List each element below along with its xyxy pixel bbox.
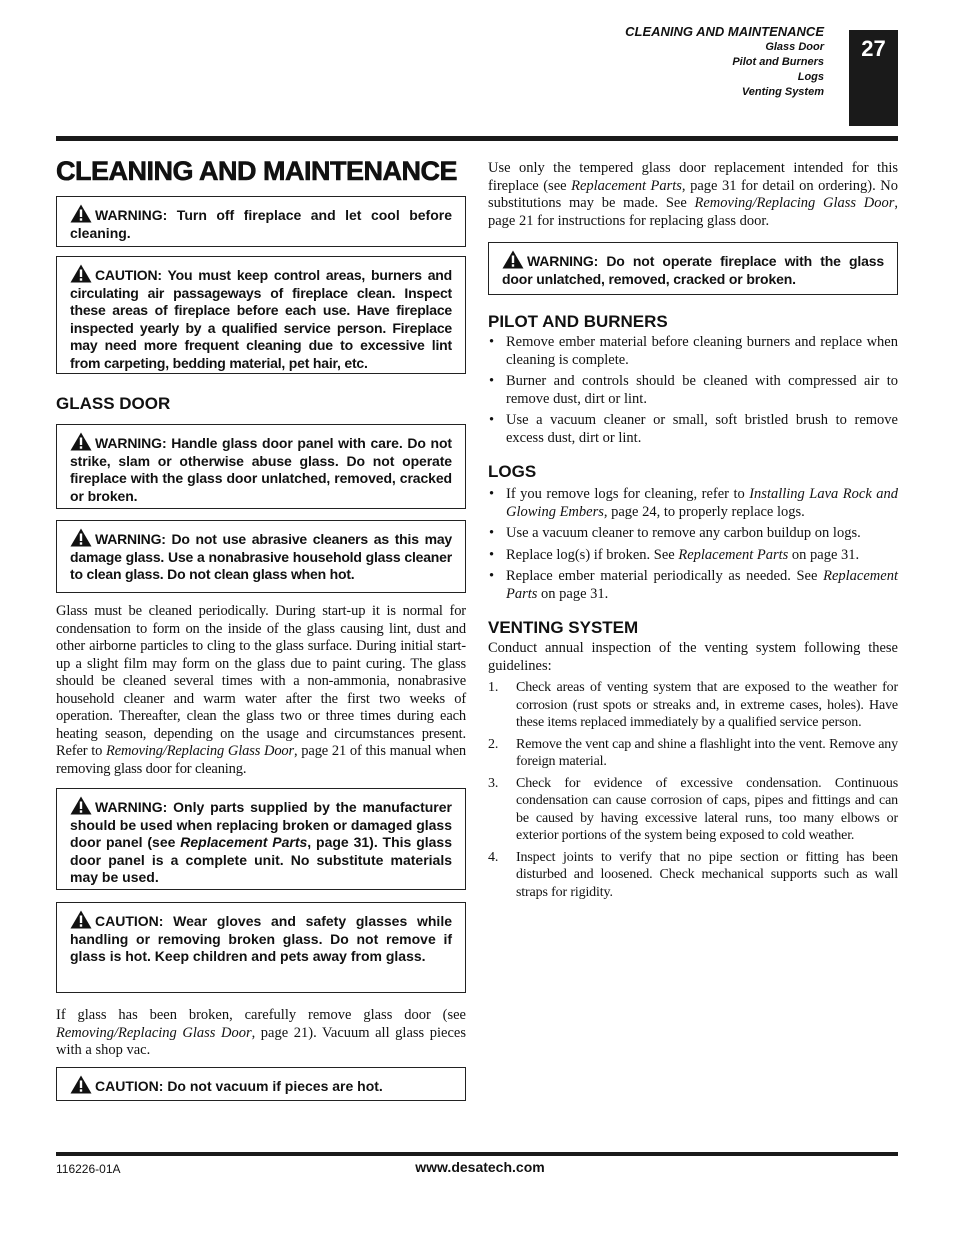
warning-parts-text: WARNING: Only parts supplied by the manufacturer should be used when replacing broken or damaged glass door panel (see Replacement Parts, page 31). This glass door panel is a complete unit. No substitute materials may be used.: [70, 799, 452, 885]
warning-triangle-icon: [70, 1075, 92, 1094]
page-number: 27: [849, 30, 898, 126]
glass-door-heading: GLASS DOOR: [56, 394, 171, 413]
warning-operate-text: WARNING: Do not operate fireplace with the glass door unlatched, removed, cracked or broken.: [502, 253, 884, 287]
caution-gloves-text: CAUTION: Wear gloves and safety glasses while handling or removing broken glass. Do not remove if glass is hot. Keep children and pets away from glass.: [70, 913, 452, 964]
page-title: CLEANING AND MAINTENANCE: [56, 156, 457, 186]
running-header: [625, 24, 824, 100]
caution-clean-text: CAUTION: You must keep control areas, burners and circulating air passageways of fireplace clean. Inspect these areas of fireplace before each use. Have fireplace inspected yearly by a qualified service person. Fireplace may need more frequent cleaning due to excessive lint from carpeting, bedding material, pet hair, etc.: [70, 267, 452, 371]
warning-triangle-icon: [70, 264, 92, 283]
warning-triangle-icon: [70, 910, 92, 929]
left-column: [56, 150, 466, 1101]
pilot-burners-heading: PILOT AND BURNERS: [488, 312, 668, 331]
list-item: 1. Check areas of venting system that are exposed to the weather for corrosion (rust spots or streaks and, in extreme cases, holes). Have these items replaced immediately by a qualified service person.: [488, 680, 898, 730]
broken-glass-paragraph: If glass has been broken, carefully remove glass door (see Removing/Replacing Glass Door, page 21). Vacuum all glass pieces with a shop vac.: [56, 1007, 466, 1058]
warning-box-handle: [56, 424, 466, 509]
warning-triangle-icon: [70, 528, 92, 547]
list-item: • Use a vacuum cleaner to remove any carbon buildup on logs.: [489, 525, 861, 541]
warning-triangle-icon: [502, 250, 524, 269]
venting-intro: Conduct annual inspection of the venting system following these guidelines:: [488, 640, 898, 674]
ref-replacement-parts: Replacement Parts: [180, 834, 308, 850]
ref-replacement-parts-4: Replacement Parts: [506, 568, 898, 602]
list-item: • Remove ember material before cleaning burners and replace when cleaning is complete.: [489, 334, 898, 368]
list-item: 3. Check for evidence of excessive condensation. Continuous condensation can cause corrosion of caps, pipes and fittings and can be caused by having excessive lateral runs, too many elbows or exterior portions of the system being exposed to cold weather.: [488, 775, 898, 843]
venting-list: [488, 679, 898, 901]
ref-replacement-parts-2: Replacement Parts: [571, 177, 682, 194]
header-subsection-pilot: Pilot and Burners: [732, 56, 824, 68]
warning-triangle-icon: [70, 796, 92, 815]
caution-vacuum-text: CAUTION: Do not vacuum if pieces are hot.: [95, 1077, 383, 1094]
caution-box-clean: [56, 256, 466, 374]
top-divider: [56, 136, 898, 141]
ref-removing-glass-door-3: Removing/Replacing Glass Door: [694, 195, 895, 211]
caution-box-vacuum: [56, 1067, 466, 1101]
logs-heading: LOGS: [488, 462, 537, 481]
warning-cool-text: WARNING: Turn off fireplace and let cool before cleaning.: [70, 207, 452, 241]
warning-box-abrasive: [56, 520, 466, 593]
header-subsection-logs: Logs: [797, 71, 824, 83]
venting-system-heading: VENTING SYSTEM: [488, 618, 639, 637]
pilot-burners-list: [488, 334, 898, 447]
caution-box-gloves: [56, 902, 466, 993]
warning-box-parts: [56, 788, 466, 890]
list-item: • Replace ember material periodically as needed. See Replacement Parts on page 31.: [489, 568, 898, 602]
header-subsection-glass-door: Glass Door: [765, 41, 824, 53]
list-item: 2. Remove the vent cap and shine a flashlight into the vent. Remove any foreign material.: [488, 736, 898, 769]
document-number: 116226-01A: [56, 1162, 121, 1176]
ref-removing-glass-door: Removing/Replacing Glass Door: [106, 743, 295, 759]
logs-list: [488, 486, 898, 603]
warning-box-operate: [488, 242, 898, 295]
list-item: • If you remove logs for cleaning, refer to Installing Lava Rock and Glowing Embers, page 24, to properly replace logs.: [489, 486, 898, 520]
warning-triangle-icon: [70, 432, 92, 451]
list-item: • Use a vacuum cleaner or small, soft bristled brush to remove excess dust, dirt or lint.: [489, 412, 898, 446]
ref-replacement-parts-3: Replacement Parts: [678, 546, 789, 563]
glass-cleaning-paragraph: Glass must be cleaned periodically. During start-up it is normal for condensation to form on the inside of the glass causing lint, dust and other airborne particles to cling to the glass surface. During initial start-up a slight film may form on the glass due to paint curing. The glass should be cleaned several times with a non-ammonia, nonabrasive household cleaner and warm water after the first two weeks of operation. Thereafter, clean the glass two or three times during each heating season, depending on the usage and circumstances present. Refer to Removing/Replacing Glass Door, page 21 of this manual when removing glass door for cleaning.: [56, 603, 466, 777]
warning-abrasive-text: WARNING: Do not use abrasive cleaners as this may damage glass. Use a nonabrasive household glass cleaner to clean glass. Do not clean glass when hot.: [70, 531, 452, 582]
replacement-paragraph: Use only the tempered glass door replacement intended for this fireplace (see Replacement Parts, page 31 for detail on ordering). No substitutions may be made. See Removing/Replacing Glass Door, page 21 for instructions for replacing glass door.: [488, 160, 898, 229]
right-column: [488, 160, 898, 905]
website-link[interactable]: www.desatech.com: [415, 1159, 545, 1175]
ref-removing-glass-door-2: Removing/Replacing Glass Door: [56, 1024, 252, 1041]
header-section: CLEANING AND MAINTENANCE: [625, 24, 824, 39]
warning-handle-text: WARNING: Handle glass door panel with care. Do not strike, slam or otherwise abuse glass. Do not operate fireplace with the glass door unlatched, removed, cracked or broken.: [70, 435, 452, 504]
ref-installing-lava-rock: Installing Lava Rock and Glowing Embers: [506, 486, 898, 520]
list-item: 4. Inspect joints to verify that no pipe section or fitting has been disturbed and loosened. Check mechanical supports such as wall straps for rigidity.: [488, 849, 898, 900]
header-subsection-venting: Venting System: [741, 86, 824, 98]
warning-triangle-icon: [70, 204, 92, 223]
bottom-divider: [56, 1152, 898, 1156]
list-item: • Replace log(s) if broken. See Replacement Parts on page 31.: [489, 546, 860, 563]
list-item: • Burner and controls should be cleaned with compressed air to remove dust, dirt or lint.: [489, 373, 898, 407]
warning-box-cool: [56, 196, 466, 247]
